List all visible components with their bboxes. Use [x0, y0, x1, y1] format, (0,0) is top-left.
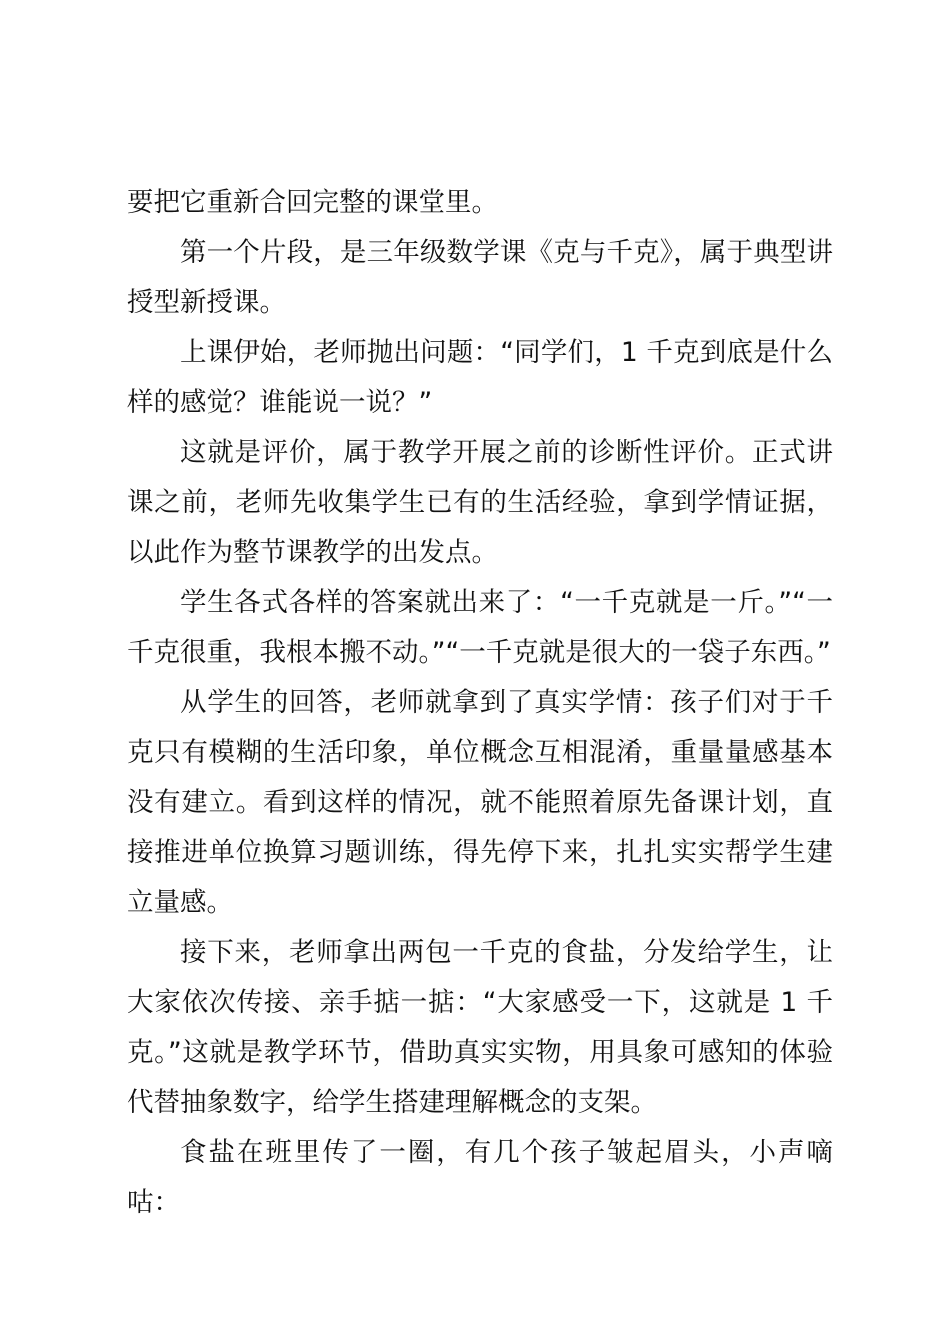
paragraph-continuation: 要把它重新合回完整的课堂里。: [127, 187, 498, 218]
paragraph-teaching-step: 接下来，老师拿出两包一千克的食盐，分发给学生，让大家依次传接、亲手掂一掂：“大家感受一下，这就是 1 千克。”这就是教学环节，借助真实实物，用具象可感知的体验代替抽象数字，给学生搭建理解概念的支架。: [127, 937, 833, 1118]
paragraph-learning-situation: 从学生的回答，老师就拿到了真实学情：孩子们对于千克只有模糊的生活印象，单位概念互相混淆，重量量感基本没有建立。看到这样的情况，就不能照着原先备课计划，直接推进单位换算习题训练，得先停下来，扎扎实实帮学生建立量感。: [127, 687, 833, 918]
paragraph-lesson-intro: 第一个片段，是三年级数学课《克与千克》，属于典型讲授型新授课。: [127, 237, 833, 318]
paragraph-teacher-question: 上课伊始，老师抛出问题：“同学们，1 千克到底是什么样的感觉？谁能说一说？”: [127, 337, 833, 418]
paragraph-diagnostic-evaluation: 这就是评价，属于教学开展之前的诊断性评价。正式讲课之前，老师先收集学生已有的生活经验，拿到学情证据，以此作为整节课教学的出发点。: [127, 437, 833, 568]
paragraph-student-answers: 学生各式各样的答案就出来了：“一千克就是一斤。”“一千克很重，我根本搬不动。”“一千克就是很大的一袋子东西。”: [127, 587, 833, 668]
body-text: [127, 178, 833, 1228]
paragraph-salt-passed: 食盐在班里传了一圈，有几个孩子皱起眉头，小声嘀咕：: [127, 1137, 833, 1218]
